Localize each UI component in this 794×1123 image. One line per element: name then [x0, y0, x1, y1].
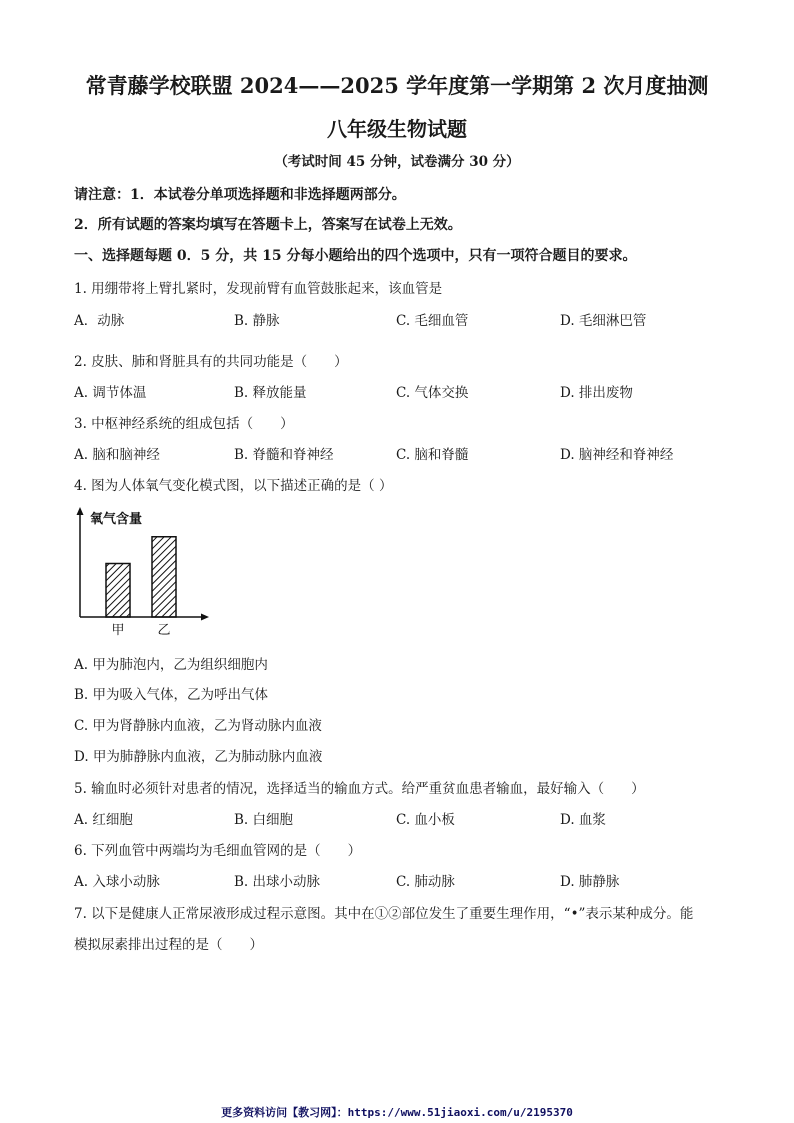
question-1-option-d: D. 毛细淋巴管: [560, 313, 647, 329]
oxygen-content-chart: [68, 505, 218, 640]
question-7-stem-line-2: 模拟尿素排出过程的是（ ）: [74, 937, 263, 953]
question-3-option-c: C. 脑和脊髓: [396, 447, 469, 463]
question-2-option-c: C. 气体交换: [396, 385, 469, 401]
question-6-option-c: C. 肺动脉: [396, 874, 455, 890]
question-6-option-a: A. 入球小动脉: [74, 874, 160, 890]
y-axis-arrow: [77, 507, 84, 515]
x-tick-label-1: 甲: [111, 623, 125, 638]
question-4-option-b: B. 甲为吸入气体，乙为呼出气体: [74, 687, 269, 703]
question-6-option-b: B. 出球小动脉: [234, 874, 321, 890]
question-4-stem: 4. 图为人体氧气变化模式图，以下描述正确的是（ ）: [74, 478, 393, 494]
question-3-option-b: B. 脊髓和脊神经: [234, 447, 334, 463]
question-1-option-b: B. 静脉: [234, 313, 280, 329]
bar-1: [106, 564, 130, 618]
y-axis-label: 氧气含量: [90, 512, 143, 527]
question-3-option-a: A. 脑和脑神经: [74, 447, 160, 463]
question-1-option-c: C. 毛细血管: [396, 313, 469, 329]
question-2-option-d: D. 排出废物: [560, 385, 633, 401]
question-7-stem-line-1: 7. 以下是健康人正常尿液形成过程示意图。其中在①②部位发生了重要生理作用，“•”表示某种成分。能: [74, 906, 694, 922]
note-2: 2．所有试题的答案均填写在答题卡上，答案写在试卷上无效。: [74, 217, 462, 233]
question-5-option-a: A. 红细胞: [74, 812, 133, 828]
question-6-option-d: D. 肺静脉: [560, 874, 620, 890]
question-1-option-a: A．动脉: [74, 313, 125, 329]
note-1: 请注意：1．本试卷分单项选择题和非选择题两部分。: [74, 187, 406, 203]
question-5-option-b: B. 白细胞: [234, 812, 294, 828]
exam-subject-title: 八年级生物试题: [327, 117, 467, 141]
x-axis-arrow: [201, 614, 209, 621]
bar-2: [152, 537, 176, 617]
question-3-stem: 3. 中枢神经系统的组成包括（ ）: [74, 416, 294, 432]
question-1-stem: 1. 用绷带将上臂扎紧时，发现前臂有血管鼓胀起来，该血管是: [74, 281, 443, 297]
question-5-option-d: D. 血浆: [560, 812, 606, 828]
question-3-option-d: D. 脑神经和脊神经: [560, 447, 674, 463]
question-2-stem: 2. 皮肤、肺和肾脏具有的共同功能是（ ）: [74, 354, 348, 370]
question-5-option-c: C. 血小板: [396, 812, 455, 828]
section-1-heading: 一、选择题每题 0．5 分，共 15 分每小题给出的四个选项中，只有一项符合题目的要求。: [74, 248, 637, 264]
question-4-option-c: C. 甲为肾静脉内血液，乙为肾动脉内血液: [74, 718, 322, 734]
question-5-stem: 5. 输血时必须针对患者的情况，选择适当的输血方式。给严重贫血患者输血，最好输入（ ）: [74, 781, 645, 797]
question-4-option-a: A. 甲为肺泡内，乙为组织细胞内: [74, 657, 268, 673]
question-2-option-a: A. 调节体温: [74, 385, 147, 401]
exam-title: 常青藤学校联盟 2024——2025 学年度第一学期第 2 次月度抽测: [85, 73, 709, 98]
exam-time-note: （考试时间 45 分钟，试卷满分 30 分）: [274, 154, 520, 170]
x-tick-label-2: 乙: [157, 623, 171, 638]
question-2-option-b: B. 释放能量: [234, 385, 307, 401]
footer-link[interactable]: 更多资料访问【教习网】：https://www.51jiaoxi.com/u/2195370: [221, 1106, 573, 1119]
question-6-stem: 6. 下列血管中两端均为毛细血管网的是（ ）: [74, 843, 362, 859]
question-4-option-d: D. 甲为肺静脉内血液，乙为肺动脉内血液: [74, 749, 323, 765]
